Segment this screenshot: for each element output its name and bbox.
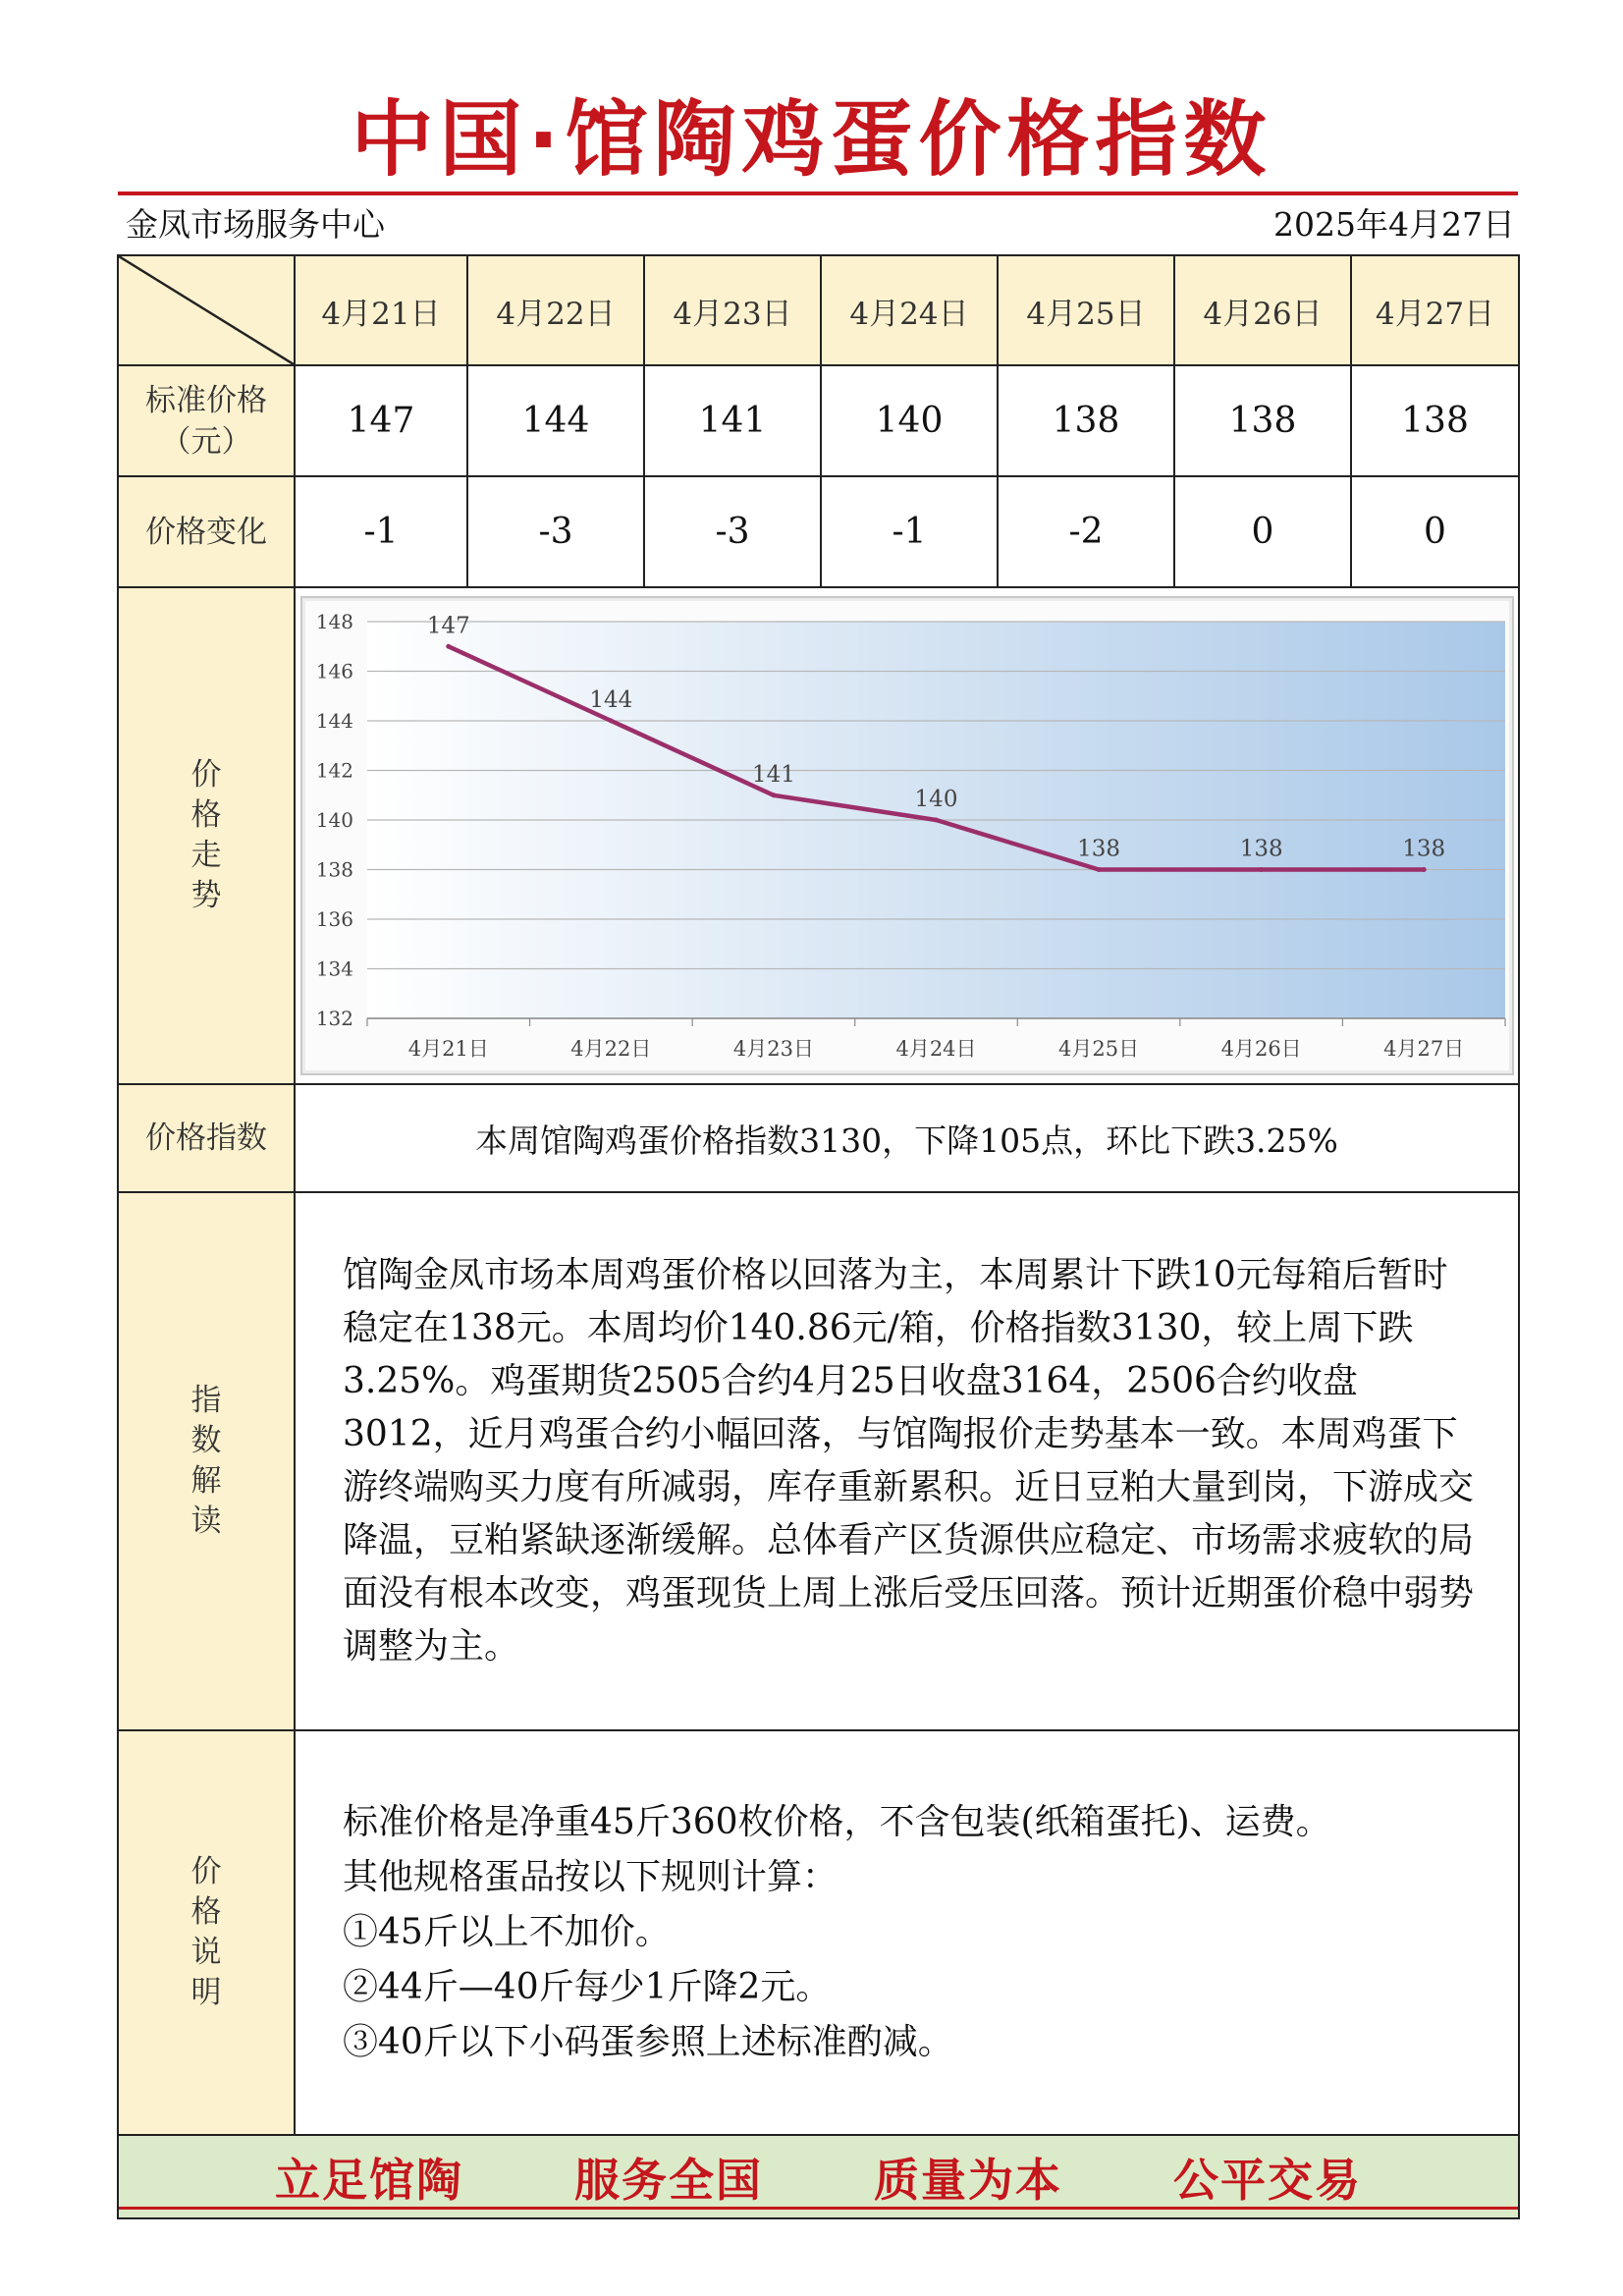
change-cell: 0 xyxy=(1351,476,1519,587)
data-point xyxy=(608,719,613,724)
chart-frame xyxy=(300,596,1514,1075)
interpretation-text: 馆陶金凤市场本周鸡蛋价格以回落为主，本周累计下跌10元每箱后暂时稳定在138元。本周均价140.86元/箱，价格指数3130，较上周下跌3.25%。鸡蛋期货2505合约4月25日收盘3164，2506合约收盘3012，近月鸡蛋合约小幅回落，与馆陶报价走势基本一致。本周鸡蛋下游终端购买力度有所减弱，库存重新累积。近日豆粕大量到岗，下游成交降温，豆粕紧缺逐渐缓解。总体看产区货源供应稳定、市场需求疲软的局面没有根本改变，鸡蛋现货上周上涨后受压回落。预计近期蛋价稳中弱势调整为主。 xyxy=(295,1192,1519,1730)
y-tick-label: 140 xyxy=(315,808,353,832)
x-tick-label: 4月21日 xyxy=(407,1037,489,1061)
x-tick-label: 4月27日 xyxy=(1382,1037,1464,1061)
interp-row-label-text: 指 数 解 读 xyxy=(190,1383,222,1539)
price-cell: 138 xyxy=(1351,365,1519,476)
chart-cell xyxy=(295,587,1519,1084)
date-header: 4月26日 xyxy=(1174,255,1351,365)
title-rule xyxy=(118,191,1518,195)
data-label: 140 xyxy=(914,787,957,812)
price-row-label xyxy=(118,365,295,476)
date-header: 4月24日 xyxy=(821,255,998,365)
data-label: 147 xyxy=(426,613,470,639)
note-line: ②44斤—40斤每少1斤降2元。 xyxy=(343,1967,832,2007)
data-label: 138 xyxy=(1076,836,1120,862)
data-label: 138 xyxy=(1401,836,1445,862)
change-cell: -3 xyxy=(467,476,644,587)
footer-rule xyxy=(119,2207,1518,2210)
date-header: 4月27日 xyxy=(1351,255,1519,365)
data-point xyxy=(771,793,776,797)
y-tick-label: 144 xyxy=(315,709,353,733)
corner-cell xyxy=(118,255,295,365)
price-notes xyxy=(295,1730,1519,2135)
y-tick-label: 148 xyxy=(315,610,353,633)
data-point xyxy=(1259,867,1264,872)
price-cell: 144 xyxy=(467,365,644,476)
price-cell: 138 xyxy=(1174,365,1351,476)
change-cell: -1 xyxy=(295,476,467,587)
trend-row-label xyxy=(118,587,295,1084)
price-table xyxy=(117,254,1520,2219)
data-point xyxy=(934,818,939,823)
date-header: 4月25日 xyxy=(998,255,1174,365)
date-header: 4月23日 xyxy=(644,255,821,365)
y-tick-label: 146 xyxy=(315,659,353,683)
data-label: 138 xyxy=(1239,836,1283,862)
y-tick-label: 138 xyxy=(315,857,353,882)
price-row-label-line1: 标准价格 xyxy=(145,382,267,418)
data-point xyxy=(446,644,451,649)
change-cell: -1 xyxy=(821,476,998,587)
price-trend-chart xyxy=(302,598,1512,1073)
slogan: 质量为本 xyxy=(874,2153,1062,2207)
slogan: 立足馆陶 xyxy=(275,2153,463,2207)
slogan: 公平交易 xyxy=(1173,2153,1362,2207)
notes-row-label-text: 价 格 说 明 xyxy=(190,1854,222,2010)
notes-row-label xyxy=(118,1730,295,2135)
change-cell: -3 xyxy=(644,476,821,587)
y-tick-label: 134 xyxy=(315,957,353,981)
diagonal-line xyxy=(119,256,294,364)
change-cell: -2 xyxy=(998,476,1174,587)
y-tick-label: 142 xyxy=(315,758,353,783)
trend-row-label-text: 价 格 走 势 xyxy=(190,757,222,913)
note-line: ①45斤以上不加价。 xyxy=(343,1912,671,1952)
index-row-label: 价格指数 xyxy=(118,1084,295,1192)
organization-name: 金凤市场服务中心 xyxy=(126,205,385,244)
y-tick-label: 136 xyxy=(315,907,353,931)
change-row-label: 价格变化 xyxy=(118,476,295,587)
data-label: 141 xyxy=(751,761,795,788)
note-line: 其他规格蛋品按以下规则计算： xyxy=(343,1857,839,1897)
note-line: ③40斤以下小码蛋参照上述标准酌减。 xyxy=(343,2022,953,2062)
note-line: 标准价格是净重45斤360枚价格，不含包装(纸箱蛋托)、运费。 xyxy=(343,1802,1331,1842)
page-title: 中国·馆陶鸡蛋价格指数 xyxy=(351,91,1272,188)
price-cell: 140 xyxy=(821,365,998,476)
slogan-row xyxy=(119,2136,1518,2217)
date-header: 4月21日 xyxy=(295,255,467,365)
x-tick-label: 4月26日 xyxy=(1220,1037,1302,1061)
data-point xyxy=(1096,867,1101,872)
price-row-label-line2: （元） xyxy=(160,423,252,460)
slogan: 服务全国 xyxy=(574,2153,763,2207)
y-tick-label: 132 xyxy=(315,1007,353,1030)
x-tick-label: 4月23日 xyxy=(732,1037,814,1061)
data-point xyxy=(1421,867,1426,872)
price-cell: 138 xyxy=(998,365,1174,476)
interp-row-label xyxy=(118,1192,295,1730)
footer-banner xyxy=(118,2135,1519,2218)
date-header: 4月22日 xyxy=(467,255,644,365)
report-date: 2025年4月27日 xyxy=(1273,205,1515,244)
change-cell: 0 xyxy=(1174,476,1351,587)
price-cell: 147 xyxy=(295,365,467,476)
price-cell: 141 xyxy=(644,365,821,476)
data-label: 144 xyxy=(588,687,632,713)
x-tick-label: 4月24日 xyxy=(894,1037,977,1061)
index-summary: 本周馆陶鸡蛋价格指数3130，下降105点，环比下跌3.25% xyxy=(295,1084,1519,1192)
x-tick-label: 4月22日 xyxy=(569,1037,651,1061)
x-tick-label: 4月25日 xyxy=(1057,1037,1139,1061)
